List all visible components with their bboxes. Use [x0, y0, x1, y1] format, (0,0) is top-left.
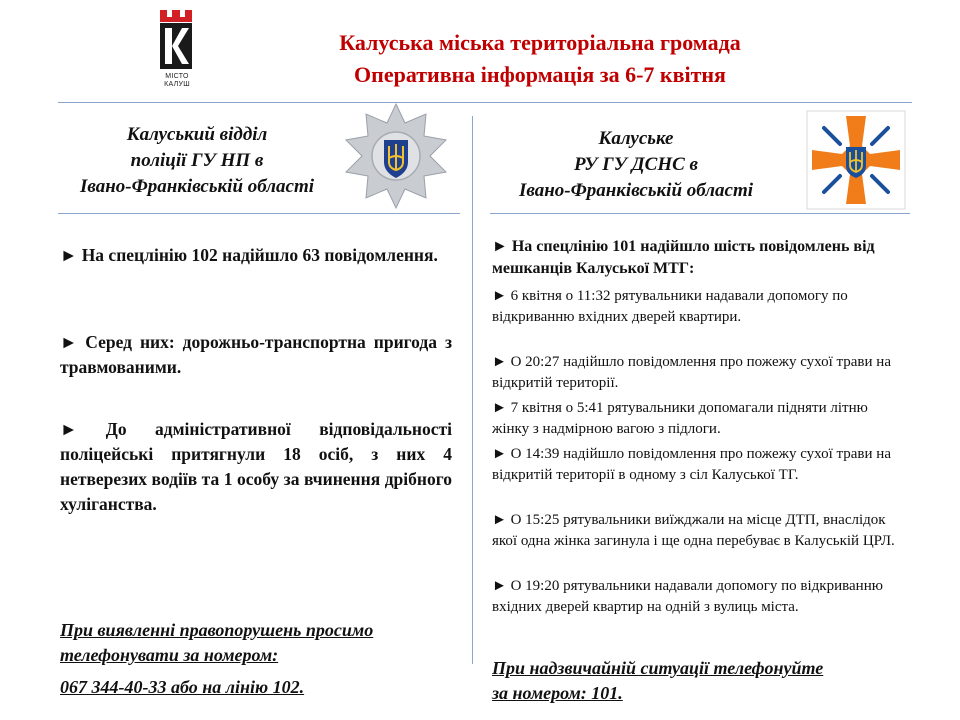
dsns-cross-emblem-icon [806, 110, 906, 210]
page-subtitle: Оперативна інформація за 6-7 квітня [354, 62, 726, 87]
dsns-cta-phone: за номером: 101. [492, 683, 623, 703]
police-org-line2: поліції ГУ НП в [130, 150, 264, 171]
police-header-divider [58, 213, 460, 214]
police-cta-line1: При виявленні правопорушень просимо [60, 620, 374, 640]
dsns-org-line3: Івано-Франківській області [518, 180, 754, 201]
police-cta-phone: 067 344-40-33 або на лінію 102. [60, 677, 305, 697]
police-paragraph-calls: ► На спецлінію 102 надійшло 63 повідомлення. [60, 245, 438, 265]
logo-caption-line1: МІСТО [165, 73, 189, 80]
top-divider [58, 102, 912, 103]
logo-caption [150, 73, 204, 89]
dsns-item: ► О 19:20 рятувальники надавали допомогу по відкриванню вхідних дверей квартир на одній з вулиць міста. [492, 578, 883, 615]
police-org-title [52, 122, 342, 200]
dsns-org-line2: РУ ГУ ДСНС в [573, 154, 699, 175]
police-paragraph-incidents: ► Серед них: дорожньо-транспортна пригода з травмованими. [60, 332, 452, 377]
dsns-item: ► О 15:25 рятувальники виїжджали на місце ДТП, внаслідок якої одна жінка загинула і ще одна перебуває в Калуській ЦРЛ. [492, 512, 895, 549]
dsns-item: ► О 20:27 надійшло повідомлення про пожежу сухої трави на відкритій території. [492, 354, 891, 391]
police-star-emblem-icon [340, 102, 452, 210]
police-org-line3: Івано-Франківській області [79, 176, 315, 197]
police-paragraph-liability: ► До адміністративної відповідальності поліцейські притягнули 18 осіб, з них 4 нетверезих водіїв та 1 особу за вчинення дрібного хуліганства. [60, 419, 452, 514]
dsns-cta-line1: При надзвичайній ситуації телефонуйте [492, 658, 824, 678]
page-title: Калуська міська територіальна громада [339, 30, 741, 55]
dsns-item: ► 7 квітня о 5:41 рятувальники допомагали підняти літню жінку з надмірною вагою з підлоги. [492, 400, 868, 437]
dsns-lead-paragraph: ► На спецлінію 101 надійшло шість повідомлень від мешканців Калуської МТГ: [492, 238, 875, 277]
dsns-header-divider [490, 213, 910, 214]
police-cta-line2: телефонувати за номером: [60, 645, 279, 665]
police-org-line1: Калуський відділ [126, 124, 268, 145]
column-divider [472, 116, 473, 664]
dsns-org-title [486, 126, 786, 204]
dsns-item: ► 6 квітня о 11:32 рятувальники надавали допомогу по відкриванню вхідних дверей квартири. [492, 288, 848, 325]
dsns-org-line1: Калуське [598, 128, 674, 149]
logo-caption-line2: КАЛУШ [164, 81, 190, 88]
dsns-item: ► О 14:39 надійшло повідомлення про пожежу сухої трави на відкритій території в одному з сіл Калуської ТГ. [492, 446, 891, 483]
